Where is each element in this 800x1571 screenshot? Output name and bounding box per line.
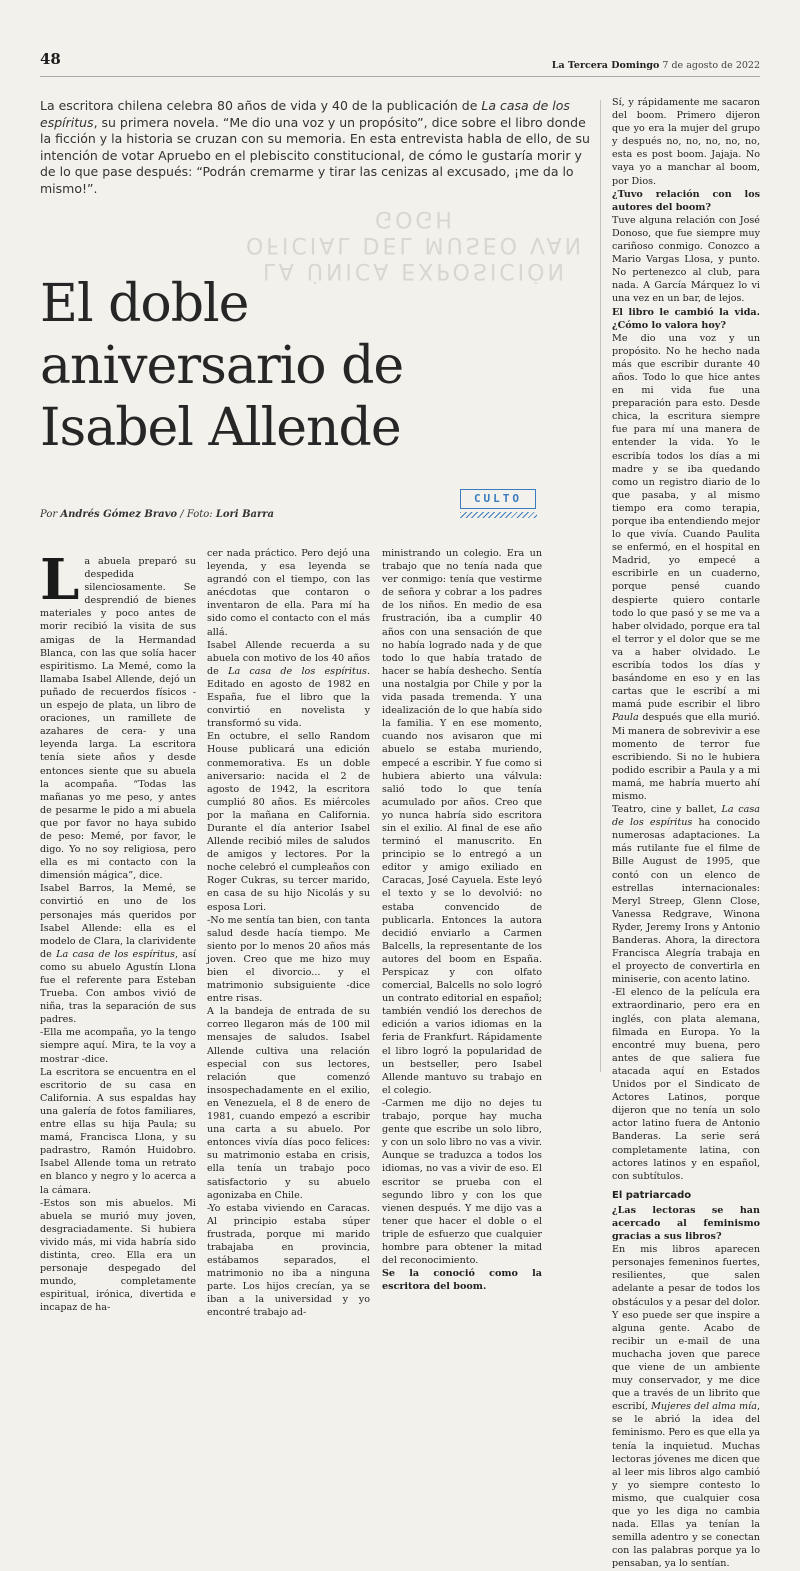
- book-title: La casa de los espíritus: [56, 948, 175, 960]
- interview-question: ¿Las lectoras se han acercado al feminismo gracias a sus libros?: [612, 1204, 760, 1243]
- byline: [40, 509, 274, 520]
- paragraph-end: ha conocido numerosas adaptaciones. La más rutilante fue el filme de Bille August de 1995, que contó con un elenco de estrellas internacionales: Meryl Streep, Glenn Close, Vanessa Redgrave, Winona Ryder, Jeremy Irons y Antonio Banderas. Ahora, la directora Francisca Alegría trabaja en el proyecto de convertirla en miniserie, con acento latino.: [612, 817, 760, 986]
- publication-date: 7 de agosto de 2022: [662, 60, 760, 71]
- article-column-1: [40, 547, 197, 1314]
- paragraph-end: después que ella murió. Mi manera de sobrevivir a ese momento de terror fue escribiendo. Si no le hubiera podido escribir a Paula y a mi mamá, me habría muerto ahí mismo.: [612, 712, 760, 802]
- byline-author: Andrés Gómez Bravo: [60, 509, 178, 520]
- paragraph: A la bandeja de entrada de su correo llegaron más de 100 mil mensajes de saludos. Isabel Allende cultiva una relación especial con sus lectores, relación que comenzó insospechadamente en el exilio, en Venezuela, el 8 de enero de 1981, cuando empezó a escribir una carta a su abuelo. Por entonces vivía días poco felices: su matrimonio estaba en crisis, ella tenía un trabajo poco satisfactorio y su abuelo agonizaba en Chile.: [207, 1006, 370, 1201]
- article-column-2: [207, 547, 370, 1320]
- paragraph-end: , así como su abuelo Agustín Llona fue el referente para Esteban Trueba. Con ambos vivió de niña, tras la separación de sus padres.: [40, 948, 197, 1026]
- publication-header: [552, 60, 760, 71]
- show-through-ad-text: LA ÚNICA EXPOSICIÓN OFICIAL DEL MUSEO VAN GOGH: [245, 206, 585, 283]
- paragraph: -El elenco de la película era extraordinario, pero era en inglés, con plata alemana, filmada en Europa. Yo la encontré muy buena, pero antes de que saliera fue atacada aquí en Estados Unidos por el Sindicato de Actores Latinos, porque dijeron que no tenía un solo actor latino fuera de Antonio Banderas. La serie será completamente latina, con actores latinos y en español, con subtítulos.: [612, 987, 760, 1182]
- book-title: Mujeres del alma mía: [651, 1401, 757, 1413]
- publication-name: La Tercera Domingo: [551, 60, 660, 71]
- subsection-heading: El patriarcado: [612, 1189, 692, 1201]
- paragraph: a abuela preparó su despedida silenciosamente. Se desprendió de bienes materiales y poco antes de morir recibió la visita de sus amigas de la Hermandad Blanca, con las que solía hacer espiritismo. La Memé, como la llamaba Isabel Allende, dejó un puñado de recuerdos físicos - un espejo de plata, un libro de oraciones, un ramillete de azahares de cera- y una leyenda larga. La escritora tenía siete años y desde entonces siente que su abuela la acompaña. “Todas las mañanas yo me peso, y antes de pesarme le pido a mi abuela que por favor no haya subido de peso: Memé, por favor, le digo. Yo no soy religiosa, pero ella es mi contacto con la dimensión mágica”, dice.: [40, 556, 196, 882]
- book-title: La casa de los espíritus: [228, 665, 367, 677]
- paragraph: -No me sentía tan bien, con tanta salud desde hacía tiempo. Me siento por lo menos 20 años más joven. Creo que me hizo muy bien el divorcio... y el matrimonio subsiguiente -dice entre risas.: [207, 914, 370, 1005]
- paragraph: ministrando un colegio. Era un trabajo que no tenía nada que ver conmigo: tenía que vestirme de señora y cobrar a los padres de los niños. En medio de esa frustración, iba a cumplir 40 años con una sensación de que no había logrado nada y de que todo lo que había tratado de hacer se había deshecho. Sentía una nostalgia por Chile y por la vida pasada tremenda. Y una idealización de lo que había sido la familia. Y en ese momento, cuando nos avisaron que mi abuelo se estaba muriendo, empecé a escribir. Y fue como si hubiera abierto una válvula: salió todo lo que tenía acumulado por años. Creo que yo nunca habría sido escritora sin el exilio. Al final de ese año terminó el manuscrito. En principio se lo entregó a un editor y amigo exiliado en Caracas, José Cayuela. Este leyó el texto y se lo devolvió: no estaba convencido de publicarla. Entonces la autora decidió enviarlo a Carmen Balcells, la representante de los autores del boom en España. Perspicaz y con olfato comercial, Balcells no solo logró un contrato editorial en español; también vendió los derechos de edición a varios idiomas en la feria de Frankfurt. Rápidamente el libro logró la popularidad de un bestseller, pero Isabel Allende mantuvo su trabajo en el colegio.: [382, 548, 542, 1096]
- headline: [40, 273, 460, 459]
- paragraph: En mis libros aparecen personajes femeninos fuertes, resilientes, que salen adelante a pesar de todos los obstáculos y a pesar del dolor. Y eso puede ser que inspire a alguna gente. Acabo de recibir un e-mail de una muchacha joven que parece que viene de un ambiente muy conservador, y me dice que a través de un librito que escribí,: [612, 1244, 760, 1413]
- byline-photographer: Lori Barra: [215, 509, 275, 520]
- column-divider: [600, 100, 601, 1072]
- paragraph: Sí, y rápidamente me sacaron del boom. Primero dijeron que yo era la mujer del grupo y después no, no, no, no, no, esta es post boom. Jajaja. No vaya yo a manchar al boom, por Dios.: [612, 97, 760, 187]
- paragraph: -Ella me acompaña, yo la tengo siempre aquí. Mira, te la voy a mostrar -dice.: [40, 1027, 196, 1065]
- paragraph: -Estos son mis abuelos. Mi abuela se murió muy joven, desgraciadamente. Si hubiera vivido más, mi vida habría sido distinta, creo. Ella era un personaje despegado del mundo, completamente espiritual, irónica, divertida e incapaz de ha-: [40, 1197, 196, 1314]
- intro-text: La escritora chilena celebra 80 años de vida y 40 de la publicación de: [40, 98, 482, 113]
- book-title: Paula: [612, 712, 639, 724]
- byline-por: Por: [40, 509, 58, 520]
- paragraph: -Carmen me dijo no dejes tu trabajo, porque hay mucha gente que escribe un solo libro, y con un solo libro no vas a vivir. Aunque se traduzca a todos los idiomas, no vas a vivir de eso. El escritor se prueba con el segundo libro y con los que vienen después. Y me dijo vas a tener que hacer el doble o el triple de esfuerzo que cualquier hombre para obtener la mitad del reconocimiento.: [382, 1097, 542, 1267]
- paragraph-end: . Editado en agosto de 1982 en España, fue el libro que la convirtió en novelista y transformó su vida.: [207, 665, 370, 730]
- paragraph-end: , se le abrió la idea del feminismo. Pero es que ella ya tenía la inquietud. Muchas lectoras jóvenes me dicen que al leer mis libros algo cambió y yo siempre contesto lo mismo, que cualquier cosa que yo les diga no cambia nada. Ellas ya tenían la semilla adentro y se conectan con las palabras porque ya lo pensaban, ya lo sentían.: [612, 1401, 760, 1570]
- page-number: 48: [40, 50, 61, 68]
- headline-line-2: aniversario de: [40, 335, 404, 396]
- intro-book-title: La casa de los espíritus: [40, 98, 570, 130]
- headline-line-3: Isabel Allende: [40, 397, 401, 458]
- headline-line-1: El doble: [40, 273, 249, 334]
- intro-text-continued: , su primera novela. “Me dio una voz y un propósito”, dice sobre el libro donde la ficción y la historia se cruzan con su memoria. En esta entrevista habla de ello, de su intención de votar Apruebo en el plebiscito constitucional, de cómo le gustaría morir y de lo que pase después: “Podrán cremarme y tirar las cenizas al excusado, ¡me da lo mismo!”.: [40, 114, 590, 196]
- paragraph: Me dio una voz y un propósito. No he hecho nada más que escribir durante 40 años. Todo lo que hice antes en mi vida fue una preparación para esto. Desde chica, la escritura siempre fue para mí una manera de entender la vida. Yo le escribía todos los días a mi madre y se iba quedando como un registro diario de lo que pasaba, y al mismo tiempo era como terapia, porque iba entendiendo mejor lo que vivía. Cuando Paulita se enfermó, en el hospital en Madrid, yo empecé a escribirle en un cuaderno, porque pensé cuando despierte quiero contarle todo lo que pasó y se me va a haber olvidado, porque era tal el terror y el dolor que se me va a haber olvidado. Le escribía todos los días y basándome en eso y en las cartas que le escribí a mi mamá pude escribir el libro: [612, 332, 760, 711]
- article-column-4: [612, 96, 760, 1571]
- paragraph: -Yo estaba viviendo en Caracas. Al principio estaba súper frustrada, porque mi marido trabajaba en provincia, estábamos separados, el matrimonio no iba a ninguna parte. Los hijos crecían, ya se iban a la universidad y yo encontré trabajo ad-: [207, 1202, 370, 1319]
- article-column-3: [382, 547, 542, 1293]
- intro-lead: [40, 98, 600, 197]
- book-title: La casa de los espíritus: [612, 804, 760, 829]
- byline-photo-label: / Foto:: [180, 509, 213, 520]
- interview-question: Se la conoció como la escritora del boom.: [382, 1268, 542, 1293]
- drop-cap: L: [40, 547, 80, 613]
- paragraph: Isabel Allende recuerda a su abuela con motivo de los 40 años de: [207, 639, 370, 677]
- section-badge: CULTO: [460, 489, 536, 509]
- paragraph: cer nada práctico. Pero dejó una leyenda, y esa leyenda se agrandó con el tiempo, con las anécdotas que contaron o inventaron de ella. Para mí ha sido como el contacto con el más allá.: [207, 548, 370, 638]
- interview-question: El libro le cambió la vida. ¿Cómo lo valora hoy?: [612, 306, 760, 331]
- paragraph: En octubre, el sello Random House publicará una edición conmemorativa. Es un doble aniversario: nacida el 2 de agosto de 1942, la escritora cumplió 80 años. Es miércoles por la mañana en California. Durante el día anterior Isabel Allende recibió miles de saludos de amigos y lectores. Por la noche celebró el cumpleaños con Roger Cukras, su tercer marido, en casa de su hijo Nicolás y su esposa Lori.: [207, 731, 370, 913]
- paragraph: Tuve alguna relación con José Donoso, que fue siempre muy cariñoso conmigo. Conozco a Mario Vargas Llosa, y punto. No pertenezco al club, para nada. A García Márquez lo vi una vez en un bar, de lejos.: [612, 214, 760, 305]
- interview-question: ¿Tuvo relación con los autores del boom?: [612, 188, 760, 213]
- paragraph: La escritora se encuentra en el escritorio de su casa en California. A sus espaldas hay una galería de fotos familiares, entre ellas su hija Paula; su mamá, Francisca Llona, y su padrastro, Ramón Huidobro. Isabel Allende toma un retrato en blanco y negro y lo acerca a la cámara.: [40, 1066, 196, 1196]
- header-rule: [40, 76, 760, 77]
- paragraph: Isabel Barros, la Memé, se convirtió en uno de los personajes más queridos por Isabel Allende: ella es el modelo de Clara, la clarividente de: [40, 883, 196, 960]
- section-badge-hatch: [460, 512, 537, 518]
- paragraph: Teatro, cine y ballet,: [612, 804, 722, 816]
